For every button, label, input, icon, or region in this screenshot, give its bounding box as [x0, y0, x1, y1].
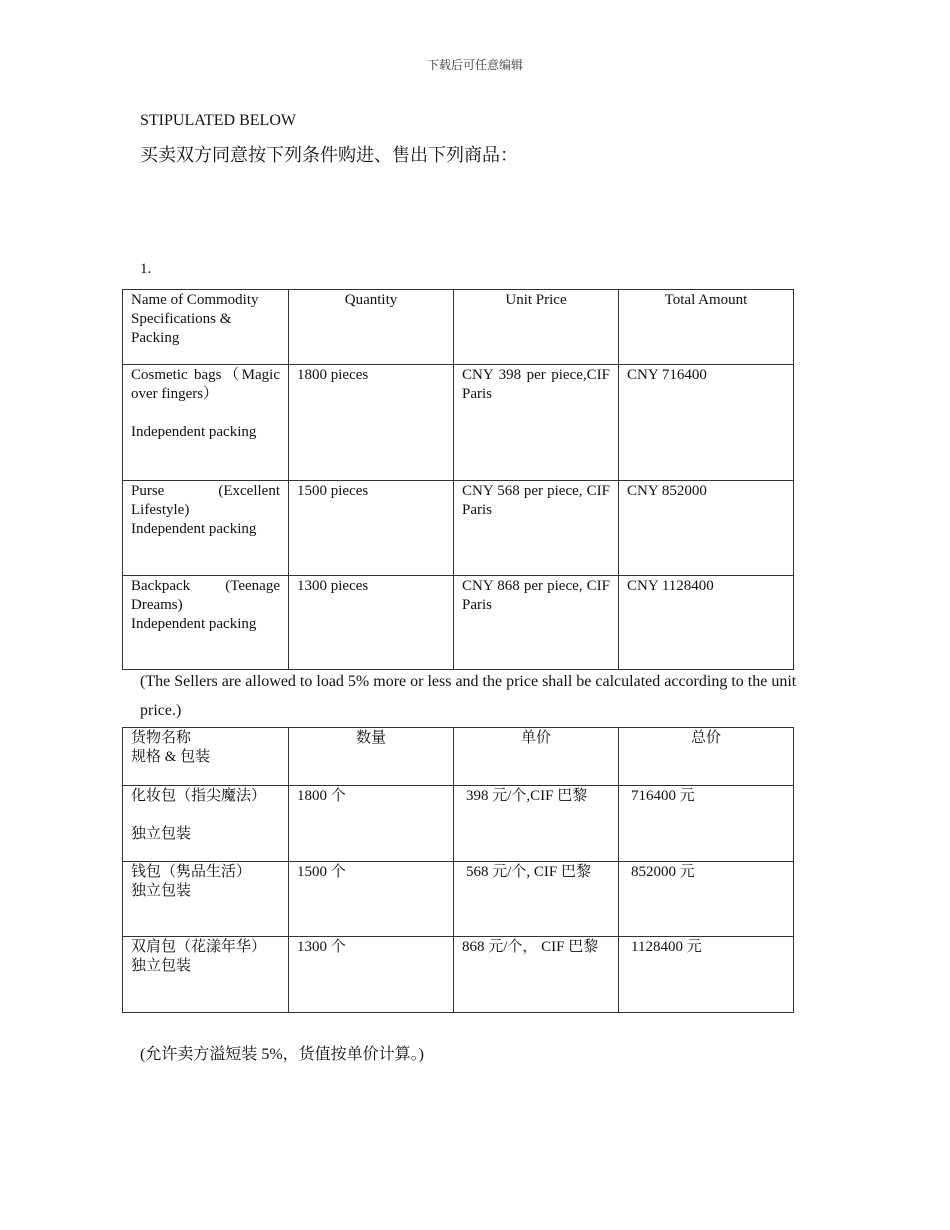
- commodity-name: 钱包（隽品生活）: [131, 864, 252, 880]
- quantity-cell: 1500 pieces: [289, 481, 454, 576]
- commodity-cell: [123, 576, 289, 670]
- header-name: Name of Commodity Specifications & Packing: [123, 290, 289, 365]
- header-unit-price: Unit Price: [454, 290, 619, 365]
- total-cell: CNY 716400: [619, 365, 794, 481]
- unit-price-cell: 568 元/个, CIF 巴黎: [454, 862, 619, 937]
- total-cell: CNY 852000: [619, 481, 794, 576]
- commodity-packing: 独立包装: [131, 826, 192, 842]
- item-number: 1.: [140, 261, 152, 277]
- page-header: 下载后可任意编辑: [426, 58, 523, 72]
- quantity-cell: 1800 个: [289, 786, 454, 862]
- header-quantity: 数量: [289, 728, 454, 786]
- table-header-row: [123, 290, 794, 365]
- total-cell: CNY 1128400: [619, 576, 794, 670]
- quantity-cell: 1800 pieces: [289, 365, 454, 481]
- commodity-cell: [123, 365, 289, 481]
- total-cell: 1128400 元: [619, 937, 794, 1013]
- quantity-cell: 1300 pieces: [289, 576, 454, 670]
- table-row: [123, 937, 794, 1013]
- quantity-cell: 1300 个: [289, 937, 454, 1013]
- tolerance-note-chinese: (允许卖方溢短装 5%，货值按单价计算。): [140, 1046, 424, 1063]
- commodity-cell: [123, 481, 289, 576]
- table-row: [123, 576, 794, 670]
- intro-english: STIPULATED BELOW: [140, 112, 296, 129]
- header-quantity: Quantity: [289, 290, 454, 365]
- quantity-cell: 1500 个: [289, 862, 454, 937]
- commodity-packing: Independent packing: [131, 616, 257, 632]
- header-name: [123, 728, 289, 786]
- unit-price-cell: CNY 398 per piece,CIF Paris: [454, 365, 619, 481]
- table-row: [123, 481, 794, 576]
- header-name-line1: 货物名称: [131, 730, 192, 746]
- commodity-table-chinese: [122, 727, 794, 1013]
- total-cell: 716400 元: [619, 786, 794, 862]
- header-total: 总价: [619, 728, 794, 786]
- table-row: [123, 365, 794, 481]
- commodity-name: Backpack (Teenage Dreams): [131, 578, 280, 613]
- commodity-packing: Independent packing: [131, 521, 257, 537]
- commodity-packing: Independent packing: [131, 424, 257, 440]
- header-total: Total Amount: [619, 290, 794, 365]
- header-name-line2: 规格 & 包装: [131, 749, 211, 765]
- commodity-name: 化妆包（指尖魔法）: [131, 788, 267, 804]
- intro-chinese: 买卖双方同意按下列条件购进、售出下列商品：: [140, 145, 518, 165]
- unit-price-cell: 868 元/个， CIF 巴黎: [454, 937, 619, 1013]
- commodity-packing: 独立包装: [131, 958, 192, 974]
- tolerance-note-english: (The Sellers are allowed to load 5% more or less and the price shall be calculated according to the unit price.): [140, 673, 797, 719]
- table-row: [123, 786, 794, 862]
- unit-price-cell: CNY 568 per piece, CIF Paris: [454, 481, 619, 576]
- commodity-cell: [123, 786, 289, 862]
- header-unit-price: 单价: [454, 728, 619, 786]
- commodity-name: Cosmetic bags（Magic over fingers）: [131, 367, 280, 402]
- commodity-table-english: [122, 289, 794, 670]
- total-cell: 852000 元: [619, 862, 794, 937]
- commodity-cell: [123, 937, 289, 1013]
- table-header-row: [123, 728, 794, 786]
- unit-price-cell: CNY 868 per piece, CIF Paris: [454, 576, 619, 670]
- unit-price-cell: 398 元/个,CIF 巴黎: [454, 786, 619, 862]
- commodity-name: 双肩包（花漾年华）: [131, 939, 267, 955]
- commodity-cell: [123, 862, 289, 937]
- table-row: [123, 862, 794, 937]
- commodity-name: Purse (Excellent Lifestyle): [131, 483, 280, 518]
- commodity-packing: 独立包装: [131, 883, 192, 899]
